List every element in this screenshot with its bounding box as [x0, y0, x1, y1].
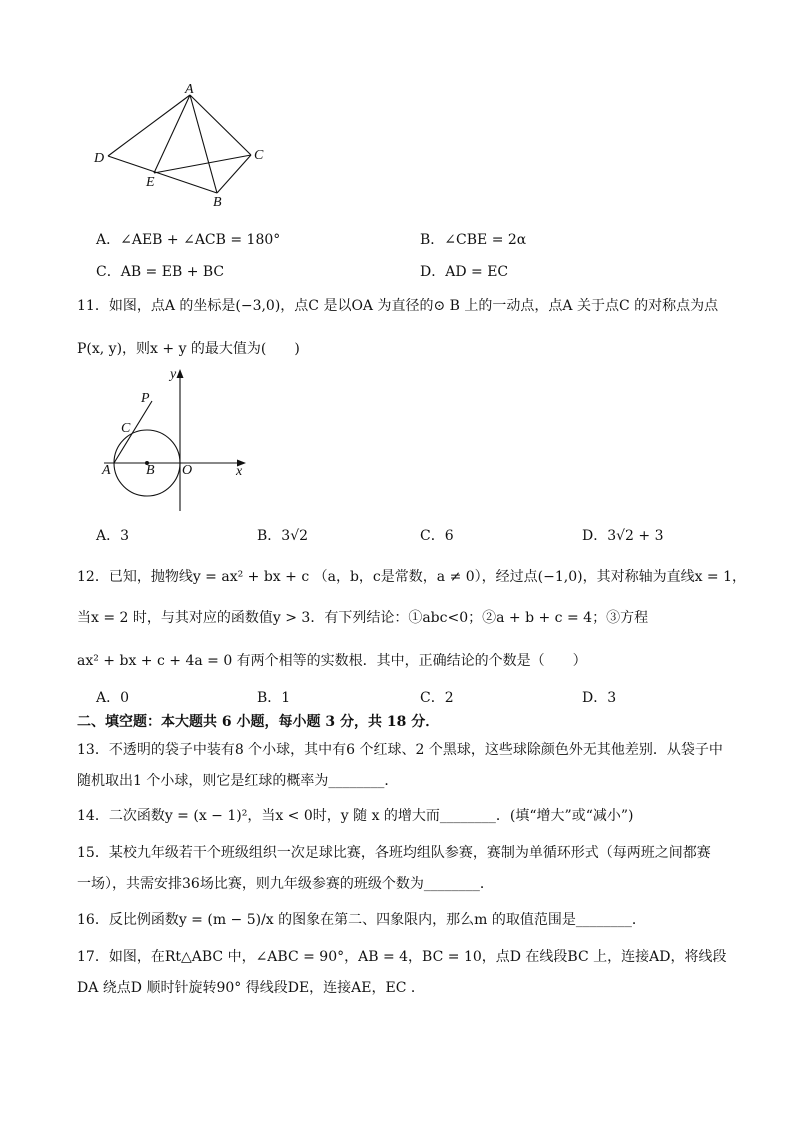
q10-option-a: A．∠AEB + ∠ACB = 180°: [96, 232, 281, 248]
q13-text-line2: 随机取出1 个小球，则它是红球的概率为________．: [77, 773, 399, 789]
q10-figure: [90, 82, 280, 212]
q12-option-c: C．2: [420, 690, 454, 706]
section-2-heading: 二、填空题：本大题共 6 小题，每小题 3 分，共 18 分．: [77, 714, 440, 730]
fig10-label-c: C: [254, 148, 264, 163]
fig10-label-e: E: [146, 175, 155, 190]
q11-option-b: B．3√2: [257, 528, 309, 544]
fig10-label-b: B: [213, 195, 222, 210]
fig11-label-p: P: [141, 391, 150, 406]
fig11-label-a: A: [102, 463, 111, 478]
fig11-label-c: C: [121, 421, 131, 436]
q11-option-d: D．3√2 + 3: [582, 528, 664, 544]
q12-option-d: D．3: [582, 690, 617, 706]
q11-figure: [96, 365, 256, 515]
q10-option-d: D．AD = EC: [420, 264, 509, 280]
q10-option-b: B．∠CBE = 2α: [420, 232, 527, 248]
q12-text-line3: ax² + bx + c + 4a = 0 有两个相等的实数根．其中，正确结论的个数是（ ）: [77, 653, 587, 669]
q14-text: 14．二次函数y = (x − 1)²，当x < 0时，y 随 x 的增大而________．(填“增大”或“减小”): [77, 808, 634, 824]
q17-text-line2: DA 绕点D 顺时针旋转90° 得线段DE，连接AE，EC ．: [77, 980, 425, 996]
q12-option-b: B．1: [257, 690, 291, 706]
q13-text-line1: 13．不透明的袋子中装有8 个小球，其中有6 个红球、2 个黑球，这些球除颜色外无其他差别．从袋子中: [77, 742, 723, 758]
fig11-label-y: y: [170, 367, 177, 382]
q11-option-c: C．6: [420, 528, 454, 544]
q17-text-line1: 17．如图，在Rt△ABC 中，∠ABC = 90°，AB = 4，BC = 10，点D 在线段BC 上，连接AD，将线段: [77, 949, 727, 965]
fig11-label-b: B: [146, 463, 155, 478]
fig10-label-d: D: [94, 151, 105, 166]
q11-text-line2: P(x, y)，则x + y 的最大值为( ): [77, 341, 300, 357]
q11-text-line1: 11．如图，点A 的坐标是(−3,0)，点C 是以OA 为直径的⊙ B 上的一动点，点A 关于点C 的对称点为点: [77, 298, 719, 314]
q15-text-line1: 15．某校九年级若干个班级组织一次足球比赛，各班均组队参赛，赛制为单循环形式（每两班之间都赛: [77, 845, 711, 861]
q12-text-line2: 当x = 2 时，与其对应的函数值y > 3．有下列结论：①abc<0；②a + b + c = 4；③方程: [77, 610, 649, 626]
q10-option-c: C．AB = EB + BC: [96, 264, 225, 280]
fig11-label-x: x: [236, 464, 243, 479]
q16-text: 16．反比例函数y = (m − 5)/x 的图象在第二、四象限内，那么m 的取值范围是________．: [77, 912, 646, 928]
q15-text-line2: 一场），共需安排36场比赛，则九年级参赛的班级个数为________．: [77, 876, 494, 892]
q12-option-a: A．0: [96, 690, 130, 706]
q12-text-line1: 12．已知，抛物线y = ax² + bx + c （a，b，c是常数，a ≠ 0），经过点(−1,0)，其对称轴为直线x = 1，: [77, 569, 747, 585]
fig11-label-o: O: [182, 463, 193, 478]
q11-option-a: A．3: [96, 528, 130, 544]
fig10-label-a: A: [185, 82, 194, 97]
